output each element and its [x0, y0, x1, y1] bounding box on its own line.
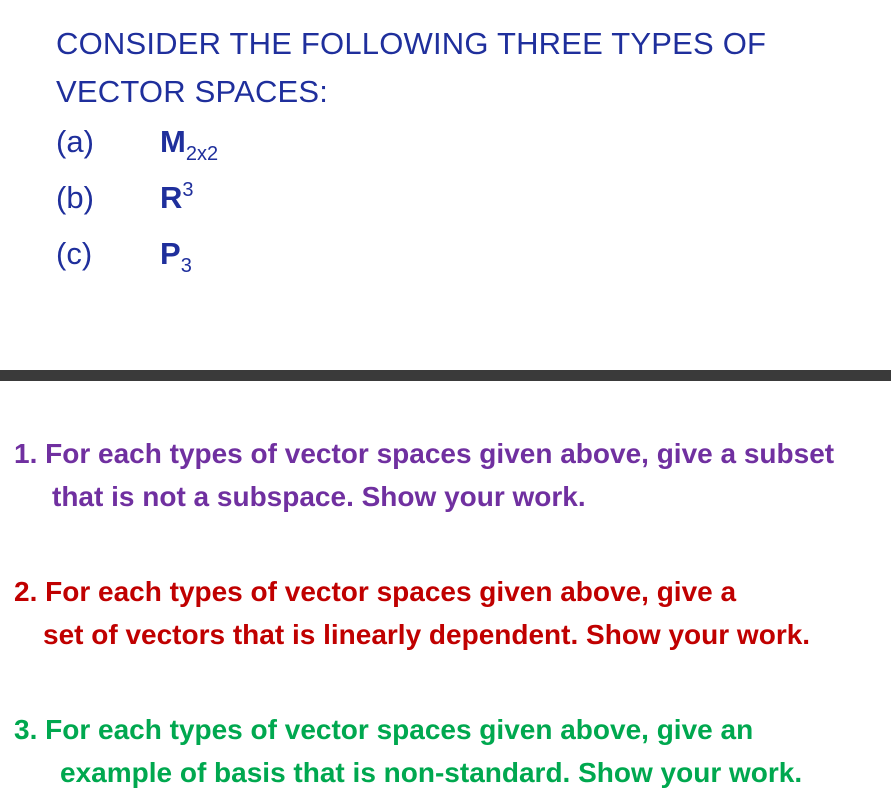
question-2 [14, 570, 810, 656]
space-symbol [160, 236, 192, 277]
heading-line-2: VECTOR SPACES: [56, 74, 329, 109]
symbol-superscript: 3 [182, 179, 194, 201]
symbol-subscript: 2x2 [185, 143, 219, 165]
symbol-letter: R [160, 180, 183, 215]
heading [56, 20, 836, 116]
space-label: (a) [56, 124, 94, 159]
section-divider [0, 370, 891, 381]
space-label: (b) [56, 180, 94, 215]
question-3-line-2: example of basis that is non-standard. Show your work. [60, 757, 803, 788]
symbol-letter: M [160, 124, 186, 159]
question-3 [14, 708, 802, 794]
question-1 [14, 432, 834, 518]
question-1-line-1: 1. For each types of vector spaces given above, give a subset [14, 438, 835, 469]
space-symbol [160, 124, 219, 165]
symbol-subscript: 3 [180, 255, 192, 277]
space-symbol [160, 180, 194, 216]
symbol-letter: P [160, 236, 181, 271]
question-2-line-2: set of vectors that is linearly dependent. Show your work. [43, 619, 811, 650]
space-label: (c) [56, 236, 93, 271]
question-1-line-2: that is not a subspace. Show your work. [52, 481, 586, 512]
question-3-line-1: 3. For each types of vector spaces given above, give an [14, 714, 754, 745]
question-2-line-1: 2. For each types of vector spaces given above, give a [14, 576, 737, 607]
heading-line-1: CONSIDER THE FOLLOWING THREE TYPES OF [56, 26, 767, 61]
